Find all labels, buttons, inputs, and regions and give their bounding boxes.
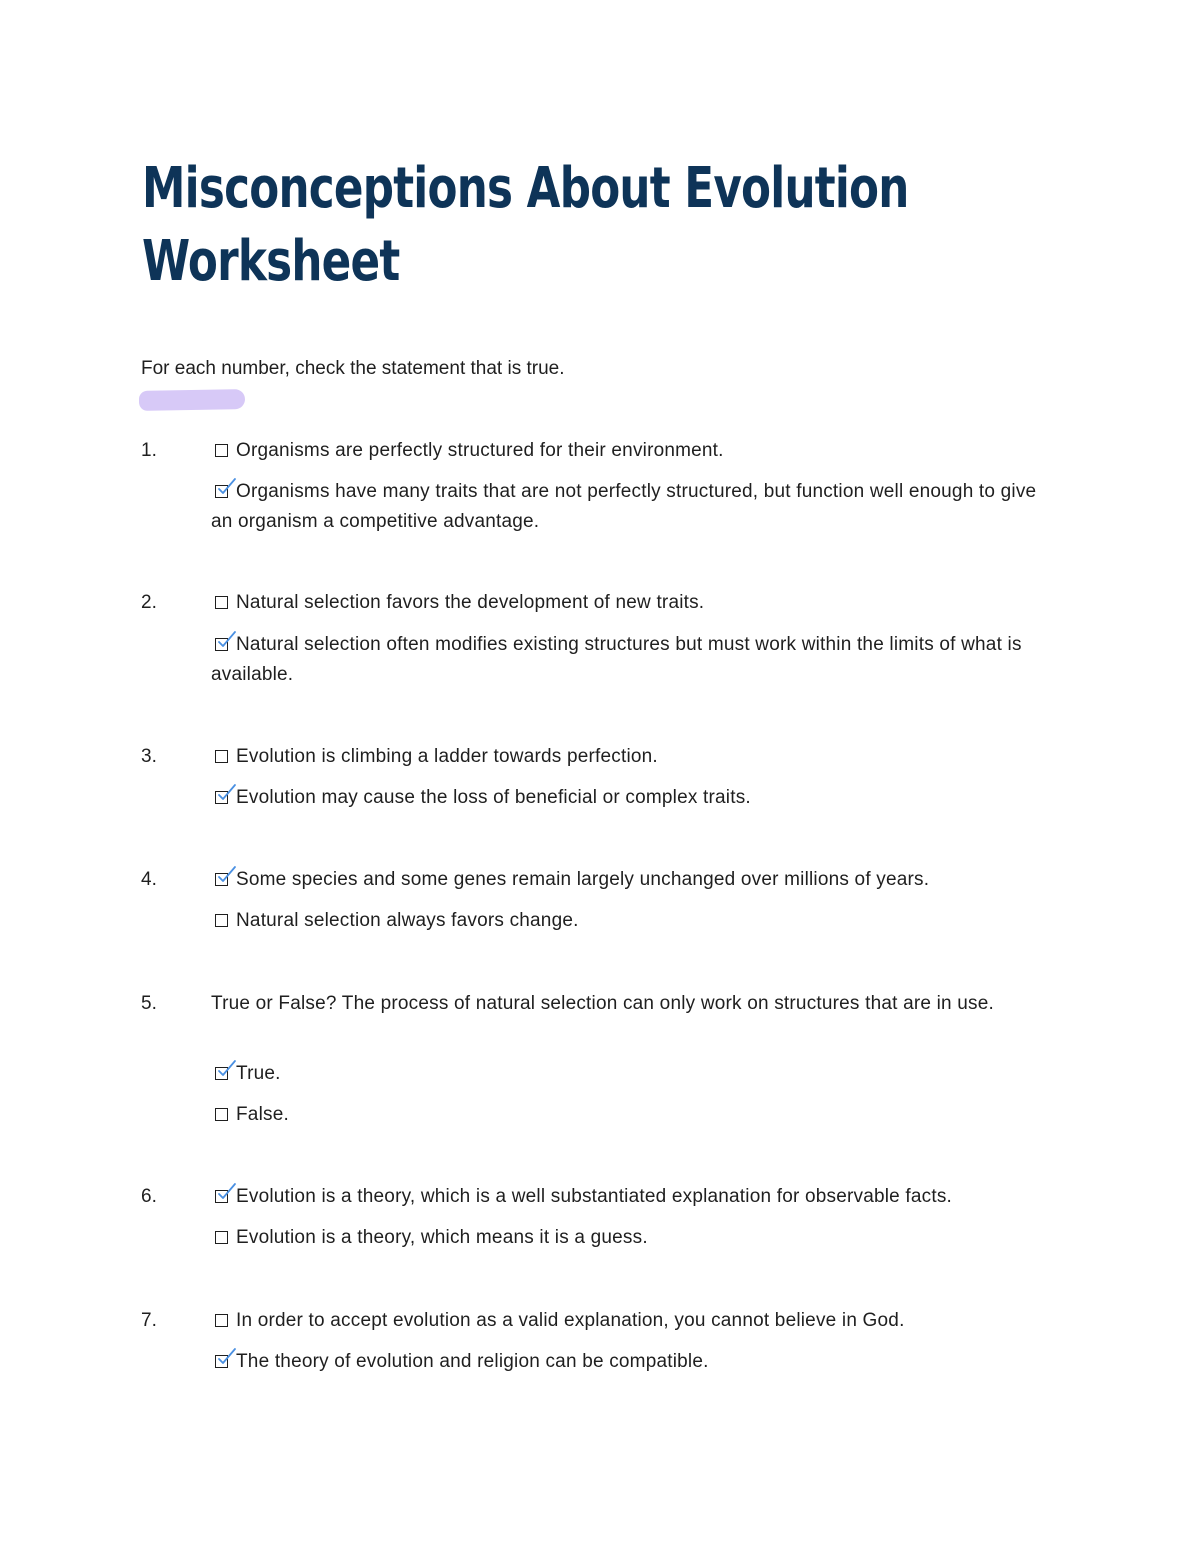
- option-text: Evolution may cause the loss of beneficial or complex traits.: [236, 787, 751, 808]
- title-line-1: Misconceptions About Evolution: [142, 156, 909, 221]
- option-text: The theory of evolution and religion can be compatible.: [236, 1351, 709, 1372]
- checkbox-checked-icon[interactable]: [215, 791, 228, 804]
- option-text: Natural selection favors the development of new traits.: [236, 592, 705, 613]
- option-3b: [211, 783, 1061, 813]
- option-2b: [211, 630, 1061, 690]
- checkbox-empty-icon[interactable]: [215, 1231, 228, 1244]
- option-5a: [211, 1059, 1061, 1089]
- option-1a: [211, 436, 1061, 466]
- option-text: Organisms are perfectly structured for their environment.: [236, 440, 724, 461]
- checkbox-empty-icon[interactable]: [215, 596, 228, 609]
- checkbox-empty-icon[interactable]: [215, 750, 228, 763]
- option-text: Organisms have many traits that are not perfectly structured, but function well enough to give an organism a competitive advantage.: [211, 481, 1037, 532]
- option-7a: [211, 1306, 1061, 1336]
- option-text: Natural selection often modifies existing structures but must work within the limits of what is available.: [211, 634, 1022, 685]
- option-3a: [211, 742, 1061, 772]
- option-text: Evolution is a theory, which means it is a guess.: [236, 1227, 648, 1248]
- checkbox-empty-icon[interactable]: [215, 1314, 228, 1327]
- question-number: 4.: [141, 869, 157, 890]
- checkbox-checked-icon[interactable]: [215, 1067, 228, 1080]
- option-text: Natural selection always favors change.: [236, 910, 579, 931]
- checkbox-checked-icon[interactable]: [215, 1190, 228, 1203]
- question-number: 7.: [141, 1310, 157, 1331]
- checkbox-checked-icon[interactable]: [215, 873, 228, 886]
- option-text: In order to accept evolution as a valid explanation, you cannot believe in God.: [236, 1310, 905, 1331]
- checkbox-checked-icon[interactable]: [215, 1355, 228, 1368]
- instructions-text: For each number, check the statement that is true.: [141, 358, 565, 379]
- option-5b: [211, 1100, 1061, 1130]
- question-number: 5.: [141, 993, 157, 1014]
- option-6b: [211, 1223, 1061, 1253]
- question-prompt: True or False? The process of natural selection can only work on structures that are in use.: [211, 993, 995, 1014]
- option-4b: [211, 906, 1061, 936]
- checkbox-empty-icon[interactable]: [215, 914, 228, 927]
- option-4a: [211, 865, 1061, 895]
- checkbox-checked-icon[interactable]: [215, 485, 228, 498]
- option-text: Evolution is a theory, which is a well substantiated explanation for observable facts.: [236, 1186, 953, 1207]
- option-7b: [211, 1347, 1061, 1377]
- checkbox-empty-icon[interactable]: [215, 1108, 228, 1121]
- checkbox-checked-icon[interactable]: [215, 638, 228, 651]
- option-1b: [211, 477, 1061, 537]
- option-text: True.: [236, 1063, 281, 1084]
- option-2a: [211, 588, 1061, 618]
- question-number: 3.: [141, 746, 157, 767]
- title-line-2: Worksheet: [142, 229, 400, 294]
- page-title: [142, 152, 909, 298]
- option-6a: [211, 1182, 1061, 1212]
- question-number: 2.: [141, 592, 157, 613]
- checkbox-empty-icon[interactable]: [215, 444, 228, 457]
- highlighter-mark: [139, 389, 245, 411]
- option-text: Some species and some genes remain largely unchanged over millions of years.: [236, 869, 930, 890]
- question-number: 6.: [141, 1186, 157, 1207]
- option-text: False.: [236, 1104, 289, 1125]
- question-number: 1.: [141, 440, 157, 461]
- option-text: Evolution is climbing a ladder towards perfection.: [236, 746, 658, 767]
